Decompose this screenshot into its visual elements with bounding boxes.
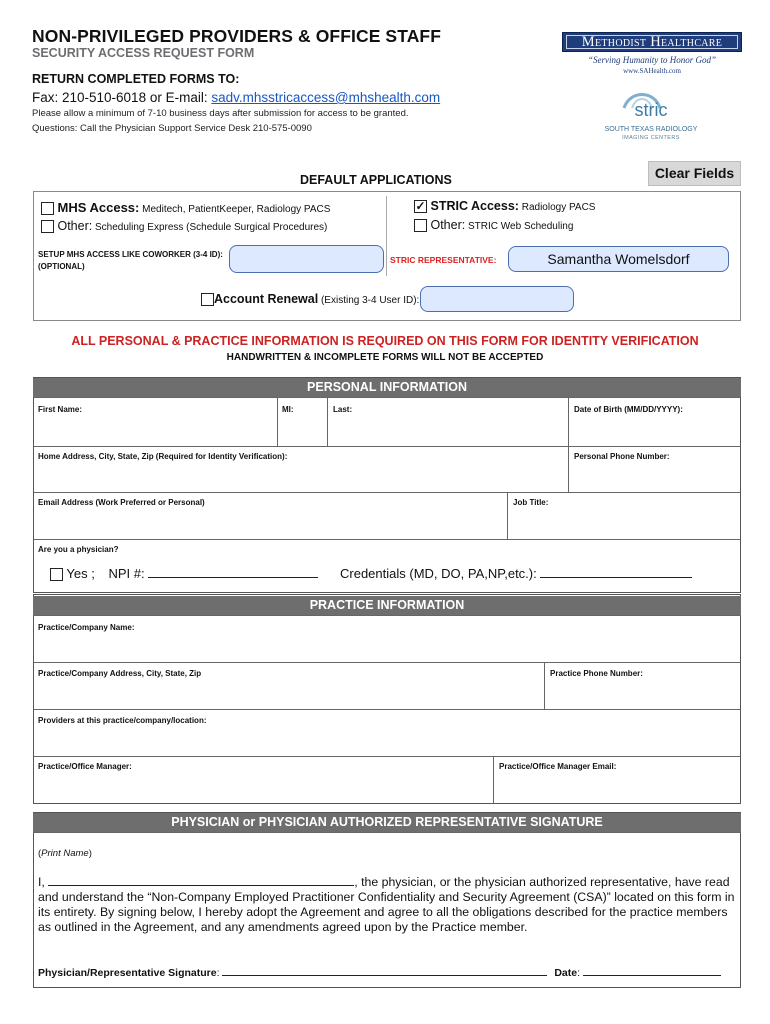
- stric-other-detail: STRIC Web Scheduling: [465, 221, 574, 232]
- setup-coworker-input[interactable]: [229, 245, 384, 273]
- signature-field[interactable]: [222, 964, 547, 976]
- signature-label: Physician/Representative Signature: [38, 967, 217, 979]
- personal-info-heading: PERSONAL INFORMATION: [33, 378, 741, 397]
- office-manager-email-label: Practice/Office Manager Email:: [499, 762, 617, 771]
- stric-other-row: [414, 218, 573, 232]
- divider: [33, 492, 741, 493]
- form-title: NON-PRIVILEGED PROVIDERS & OFFICE STAFF: [32, 26, 442, 46]
- default-applications-title: DEFAULT APPLICATIONS: [300, 173, 452, 187]
- physician-yes-label: Yes ;: [63, 566, 95, 581]
- setup-coworker-label-2: (OPTIONAL): [38, 262, 85, 271]
- divider: [33, 662, 741, 663]
- mhs-access-row: [41, 200, 330, 215]
- divider: [507, 492, 508, 539]
- stric-representative-label: STRIC REPRESENTATIVE:: [390, 255, 497, 265]
- credentials-row: [340, 566, 692, 581]
- date-field[interactable]: [583, 964, 721, 976]
- physician-yes-checkbox[interactable]: [50, 568, 63, 581]
- mhs-other-detail: Scheduling Express (Schedule Surgical Procedures): [92, 222, 328, 233]
- npi-label: NPI #:: [108, 566, 145, 581]
- practice-info-section: [33, 594, 741, 804]
- company-address-label: Practice/Company Address, City, State, Zip: [38, 669, 202, 678]
- office-manager-label: Practice/Office Manager:: [38, 762, 132, 771]
- stric-logo-word: stric: [634, 100, 668, 120]
- job-title-label: Job Title:: [513, 498, 549, 507]
- stric-access-checkbox[interactable]: [414, 200, 427, 213]
- email-link[interactable]: sadv.mhsstricaccess@mhshealth.com: [211, 90, 441, 105]
- agreement-rest: , the physician, or the physician authorized representative, have read and understand the “Non-Company Employed Practitioner Confidentiality and Security Agreement (CSA)” located on this form in its entirety. By signing below, I hereby adopt the Agreement and agree to all the obligations described for the practice members as outlined in the Agreement, and any amendments agreed upon by the Practice member.: [38, 875, 735, 934]
- stric-other-checkbox[interactable]: [414, 219, 427, 232]
- divider: [33, 832, 741, 833]
- print-name-label: (Print Name): [38, 848, 92, 859]
- mhs-other-row: [41, 219, 327, 233]
- methodist-healthcare-logo: [562, 32, 742, 52]
- first-name-label: First Name:: [38, 405, 83, 414]
- dob-label: Date of Birth (MM/DD/YYYY):: [574, 405, 683, 414]
- stric-access-label: STRIC Access:: [430, 199, 519, 213]
- divider: [33, 615, 741, 616]
- agreement-start: I,: [38, 875, 45, 889]
- account-renewal-label: Account Renewal: [214, 292, 319, 306]
- signature-row: Physician/Representative Signature: Date:: [38, 964, 738, 979]
- account-renewal-detail: (Existing 3-4 User ID):: [318, 295, 420, 306]
- print-name-field[interactable]: [48, 874, 354, 886]
- npi-field[interactable]: [148, 566, 318, 578]
- last-name-label: Last:: [333, 405, 353, 414]
- mhs-access-detail: Meditech, PatientKeeper, Radiology PACS: [139, 204, 331, 215]
- divider: [568, 397, 569, 492]
- account-renewal-input[interactable]: [420, 286, 574, 312]
- mhs-access-label: MHS Access:: [57, 200, 140, 215]
- print-name-text: Print Name: [41, 848, 89, 859]
- mhs-other-label: Other:: [57, 219, 93, 233]
- fax-text: Fax: 210-510-6018 or E-mail:: [32, 90, 212, 105]
- apps-divider: [386, 196, 387, 276]
- divider: [33, 397, 741, 398]
- setup-coworker-label: [38, 249, 223, 273]
- providers-label: Providers at this practice/company/location:: [38, 716, 207, 725]
- required-notice: ALL PERSONAL & PRACTICE INFORMATION IS REQUIRED ON THIS FORM FOR IDENTITY VERIFICATION: [71, 334, 699, 348]
- company-name-label: Practice/Company Name:: [38, 623, 135, 632]
- stric-logo-sub: IMAGING CENTERS: [622, 135, 680, 141]
- divider: [33, 539, 741, 540]
- divider: [33, 446, 741, 447]
- methodist-logo-text: Methodist Healthcare: [581, 34, 723, 50]
- email-address-label: Email Address (Work Preferred or Personal): [38, 498, 205, 507]
- home-address-label: Home Address, City, State, Zip (Required for Identity Verification):: [38, 452, 288, 461]
- personal-phone-label: Personal Phone Number:: [574, 452, 670, 461]
- clear-fields-button[interactable]: Clear Fields: [648, 161, 741, 186]
- credentials-field[interactable]: [540, 566, 692, 578]
- mhs-other-checkbox[interactable]: [41, 220, 54, 233]
- divider: [544, 662, 545, 709]
- account-renewal-row: [201, 292, 419, 306]
- agreement-paragraph: [38, 874, 738, 935]
- physician-yes-row: [50, 566, 318, 581]
- credentials-label: Credentials (MD, DO, PA,NP,etc.):: [340, 566, 537, 581]
- divider: [33, 709, 741, 710]
- return-label: RETURN COMPLETED FORMS TO:: [32, 72, 240, 86]
- divider: [327, 397, 328, 446]
- divider: [33, 756, 741, 757]
- processing-note: Please allow a minimum of 7-10 business days after submission for access to be granted.: [32, 108, 409, 119]
- divider: [493, 756, 494, 804]
- handwritten-notice: HANDWRITTEN & INCOMPLETE FORMS WILL NOT BE ACCEPTED: [226, 352, 544, 363]
- stric-logo-name: SOUTH TEXAS RADIOLOGY: [604, 126, 698, 133]
- divider: [277, 397, 278, 446]
- account-renewal-checkbox[interactable]: [201, 293, 214, 306]
- signature-heading: PHYSICIAN or PHYSICIAN AUTHORIZED REPRESENTATIVE SIGNATURE: [33, 813, 741, 832]
- mhs-access-checkbox[interactable]: [41, 202, 54, 215]
- stric-representative-input[interactable]: Samantha Womelsdorf: [508, 246, 729, 272]
- practice-info-heading: PRACTICE INFORMATION: [33, 596, 741, 615]
- website: www.SAHealth.com: [623, 67, 681, 75]
- form-subtitle: SECURITY ACCESS REQUEST FORM: [32, 46, 255, 60]
- setup-coworker-label-1: SETUP MHS ACCESS LIKE COWORKER (3-4 ID):: [38, 250, 223, 259]
- mi-label: MI:: [282, 405, 294, 414]
- questions-line: Questions: Call the Physician Support Service Desk 210-575-0090: [32, 123, 312, 134]
- practice-phone-label: Practice Phone Number:: [550, 669, 643, 678]
- stric-access-detail: Radiology PACS: [518, 202, 596, 213]
- physician-question-label: Are you a physician?: [38, 545, 119, 554]
- stric-other-label: Other:: [430, 218, 466, 232]
- fax-line: [32, 90, 440, 105]
- stric-access-row: [414, 199, 595, 213]
- tagline: “Serving Humanity to Honor God”: [588, 55, 716, 65]
- date-label: Date: [554, 967, 578, 979]
